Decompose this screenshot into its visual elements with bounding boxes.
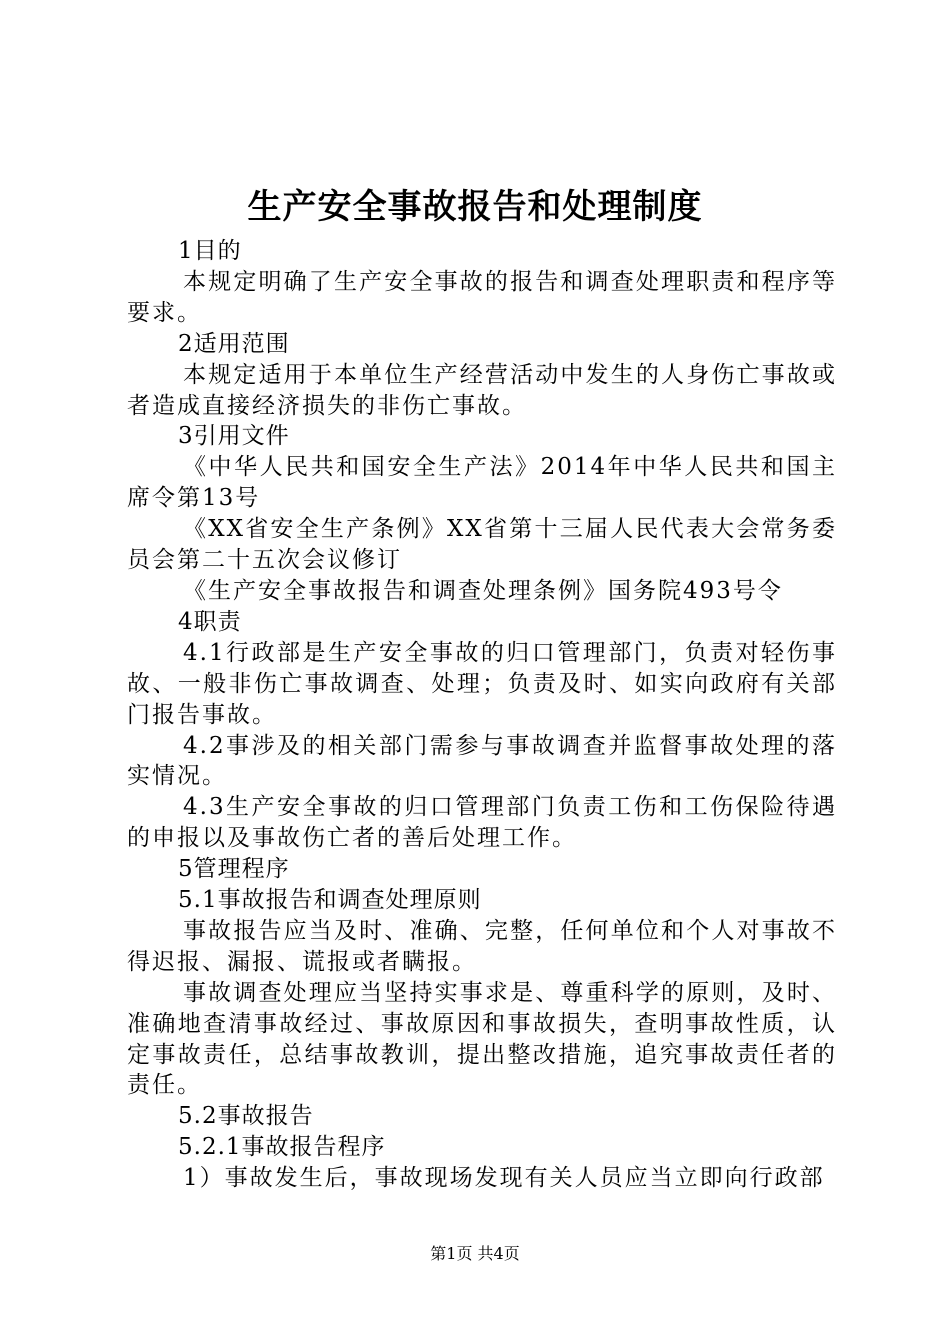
page-footer: 第1页 共4页 <box>430 1244 520 1263</box>
section-heading: 4职责 <box>178 608 242 635</box>
paragraph: 《中华人民共和国安全生产法》2014年中华人民共和国主席令第13号 <box>127 454 837 512</box>
document-title: 生产安全事故报告和处理制度 <box>247 187 703 227</box>
section-heading: 3引用文件 <box>178 423 290 450</box>
paragraph: 事故报告应当及时、准确、完整，任何单位和个人对事故不得迟报、漏报、谎报或者瞒报。 <box>127 917 837 975</box>
section-heading: 1目的 <box>178 238 242 264</box>
document-body <box>127 236 837 1194</box>
paragraph: 本规定明确了生产安全事故的报告和调查处理职责和程序等要求。 <box>127 268 837 326</box>
section-heading: 5.1事故报告和调查处理原则 <box>178 887 482 914</box>
paragraph: 本规定适用于本单位生产经营活动中发生的人身伤亡事故或者造成直接经济损失的非伤亡事故。 <box>127 361 837 419</box>
section-heading: 2适用范围 <box>178 330 290 357</box>
paragraph: 4.1行政部是生产安全事故的归口管理部门，负责对轻伤事故、一般非伤亡事故调查、处理；负责及时、如实向政府有关部门报告事故。 <box>127 639 837 728</box>
paragraph: 4.3生产安全事故的归口管理部门负责工伤和工伤保险待遇的申报以及事故伤亡者的善后处理工作。 <box>127 794 837 852</box>
paragraph: 1）事故发生后，事故现场发现有关人员应当立即向行政部 <box>183 1165 825 1192</box>
paragraph: 4.2事涉及的相关部门需参与事故调查并监督事故处理的落实情况。 <box>127 732 837 790</box>
paragraph: 《生产安全事故报告和调查处理条例》国务院493号令 <box>183 577 783 604</box>
section-heading: 5.2.1事故报告程序 <box>178 1134 386 1161</box>
section-heading: 5.2事故报告 <box>178 1103 314 1130</box>
paragraph: 《XX省安全生产条例》XX省第十三届人民代表大会常务委员会第二十五次会议修订 <box>127 516 837 574</box>
section-heading: 5管理程序 <box>178 856 290 883</box>
paragraph: 事故调查处理应当坚持实事求是、尊重科学的原则，及时、准确地查清事故经过、事故原因和事故损失，查明事故性质，认定事故责任，总结事故教训，提出整改措施，追究事故责任者的责任。 <box>127 979 837 1099</box>
